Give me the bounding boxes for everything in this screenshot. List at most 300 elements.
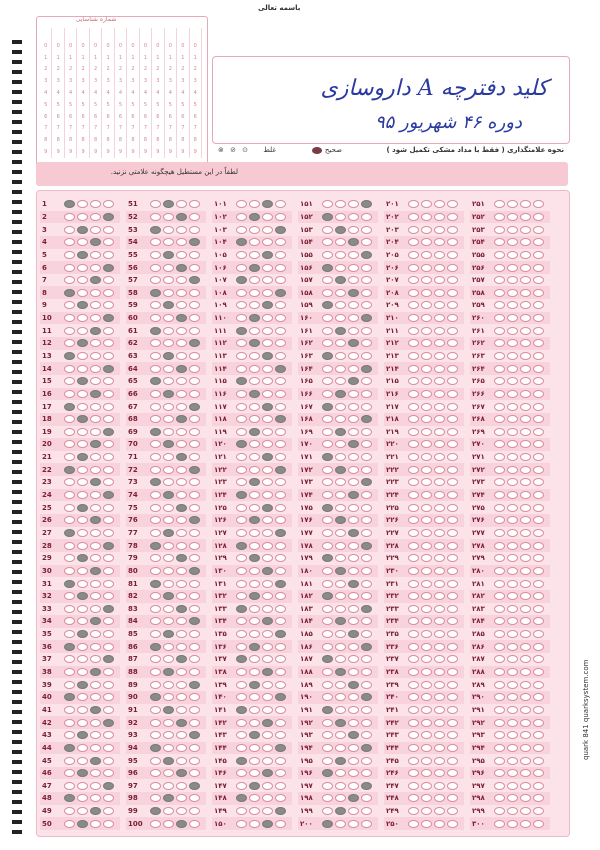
answer-bubble[interactable] [262,617,273,625]
answer-bubble[interactable] [348,820,359,828]
answer-bubble[interactable] [335,403,346,411]
answer-bubble[interactable] [189,491,200,499]
answer-bubble[interactable] [447,617,458,625]
answer-bubble[interactable] [348,415,359,423]
answer-bubble[interactable] [103,693,114,701]
answer-bubble[interactable] [533,453,544,461]
answer-bubble[interactable] [103,314,114,322]
answer-bubble[interactable] [64,592,75,600]
answer-bubble[interactable] [335,542,346,550]
answer-bubble[interactable] [275,377,286,385]
answer-bubble[interactable] [348,403,359,411]
answer-bubble[interactable] [533,529,544,537]
answer-bubble[interactable] [447,491,458,499]
answer-bubble[interactable] [335,289,346,297]
answer-bubble[interactable] [434,466,445,474]
answer-bubble[interactable] [447,529,458,537]
answer-bubble[interactable] [163,251,174,259]
answer-bubble[interactable] [275,567,286,575]
answer-bubble[interactable] [494,264,505,272]
answer-bubble[interactable] [189,757,200,765]
answer-bubble[interactable] [262,807,273,815]
answer-bubble[interactable] [249,554,260,562]
answer-bubble[interactable] [90,504,101,512]
answer-bubble[interactable] [361,251,372,259]
answer-bubble[interactable] [189,693,200,701]
answer-bubble[interactable] [520,251,531,259]
answer-bubble[interactable] [348,339,359,347]
answer-bubble[interactable] [77,668,88,676]
answer-bubble[interactable] [520,542,531,550]
answer-bubble[interactable] [77,744,88,752]
answer-bubble[interactable] [77,289,88,297]
answer-bubble[interactable] [348,617,359,625]
answer-bubble[interactable] [507,757,518,765]
id-digit-cell[interactable]: 9 [52,146,64,158]
answer-bubble[interactable] [520,377,531,385]
answer-bubble[interactable] [64,782,75,790]
answer-bubble[interactable] [408,580,419,588]
answer-bubble[interactable] [176,238,187,246]
answer-bubble[interactable] [421,719,432,727]
answer-bubble[interactable] [533,238,544,246]
answer-bubble[interactable] [90,238,101,246]
answer-bubble[interactable] [434,757,445,765]
answer-bubble[interactable] [150,491,161,499]
answer-bubble[interactable] [322,365,333,373]
answer-bubble[interactable] [77,681,88,689]
answer-bubble[interactable] [275,782,286,790]
answer-bubble[interactable] [249,516,260,524]
answer-bubble[interactable] [322,352,333,360]
answer-bubble[interactable] [176,226,187,234]
answer-bubble[interactable] [77,757,88,765]
answer-bubble[interactable] [103,415,114,423]
answer-bubble[interactable] [520,681,531,689]
id-digit-cell[interactable]: 2 [102,63,114,75]
id-digit-cell[interactable]: 0 [190,40,202,52]
answer-bubble[interactable] [236,466,247,474]
id-digit-cell[interactable] [40,28,52,40]
answer-bubble[interactable] [90,453,101,461]
answer-bubble[interactable] [275,327,286,335]
answer-bubble[interactable] [163,630,174,638]
id-digit-cell[interactable]: 4 [40,87,52,99]
answer-bubble[interactable] [434,339,445,347]
answer-bubble[interactable] [189,605,200,613]
id-digit-cell[interactable]: 0 [152,40,164,52]
answer-bubble[interactable] [262,453,273,461]
answer-bubble[interactable] [64,390,75,398]
id-digit-cell[interactable]: 1 [140,52,152,64]
id-digit-cell[interactable]: 9 [90,146,102,158]
answer-bubble[interactable] [408,466,419,474]
answer-bubble[interactable] [262,301,273,309]
answer-bubble[interactable] [494,377,505,385]
answer-bubble[interactable] [103,289,114,297]
answer-bubble[interactable] [322,453,333,461]
answer-bubble[interactable] [189,731,200,739]
answer-bubble[interactable] [322,706,333,714]
answer-bubble[interactable] [249,213,260,221]
answer-bubble[interactable] [103,757,114,765]
answer-bubble[interactable] [249,719,260,727]
answer-bubble[interactable] [520,668,531,676]
answer-bubble[interactable] [434,314,445,322]
answer-bubble[interactable] [348,744,359,752]
answer-bubble[interactable] [176,453,187,461]
answer-bubble[interactable] [434,580,445,588]
answer-bubble[interactable] [361,719,372,727]
answer-bubble[interactable] [447,807,458,815]
answer-bubble[interactable] [361,820,372,828]
answer-bubble[interactable] [348,693,359,701]
answer-bubble[interactable] [434,478,445,486]
answer-bubble[interactable] [249,352,260,360]
answer-bubble[interactable] [275,504,286,512]
answer-bubble[interactable] [236,592,247,600]
answer-bubble[interactable] [348,264,359,272]
answer-bubble[interactable] [249,453,260,461]
answer-bubble[interactable] [408,314,419,322]
answer-bubble[interactable] [236,428,247,436]
answer-bubble[interactable] [77,327,88,335]
answer-bubble[interactable] [494,390,505,398]
answer-bubble[interactable] [361,605,372,613]
answer-bubble[interactable] [408,807,419,815]
answer-bubble[interactable] [90,403,101,411]
answer-bubble[interactable] [507,289,518,297]
answer-bubble[interactable] [236,352,247,360]
answer-bubble[interactable] [507,365,518,373]
answer-bubble[interactable] [150,403,161,411]
answer-bubble[interactable] [77,314,88,322]
answer-bubble[interactable] [421,390,432,398]
answer-bubble[interactable] [348,428,359,436]
answer-bubble[interactable] [103,529,114,537]
answer-bubble[interactable] [150,365,161,373]
answer-bubble[interactable] [275,289,286,297]
answer-bubble[interactable] [64,264,75,272]
answer-bubble[interactable] [103,706,114,714]
answer-bubble[interactable] [189,782,200,790]
answer-bubble[interactable] [434,403,445,411]
answer-bubble[interactable] [64,504,75,512]
id-digit-cell[interactable]: 5 [40,99,52,111]
answer-bubble[interactable] [421,428,432,436]
answer-bubble[interactable] [533,403,544,411]
answer-bubble[interactable] [249,794,260,802]
answer-bubble[interactable] [236,605,247,613]
id-digit-cell[interactable]: 3 [140,75,152,87]
answer-bubble[interactable] [421,504,432,512]
id-digit-cell[interactable]: 3 [152,75,164,87]
answer-bubble[interactable] [335,719,346,727]
answer-bubble[interactable] [421,238,432,246]
answer-bubble[interactable] [64,213,75,221]
answer-bubble[interactable] [533,592,544,600]
answer-bubble[interactable] [421,731,432,739]
answer-bubble[interactable] [434,807,445,815]
answer-bubble[interactable] [103,440,114,448]
id-digit-cell[interactable]: 8 [165,134,177,146]
answer-bubble[interactable] [236,339,247,347]
answer-bubble[interactable] [236,719,247,727]
answer-bubble[interactable] [249,428,260,436]
answer-bubble[interactable] [447,301,458,309]
answer-bubble[interactable] [236,478,247,486]
answer-bubble[interactable] [249,365,260,373]
answer-bubble[interactable] [262,542,273,550]
answer-bubble[interactable] [447,453,458,461]
answer-bubble[interactable] [348,453,359,461]
answer-bubble[interactable] [103,668,114,676]
answer-bubble[interactable] [189,567,200,575]
answer-bubble[interactable] [275,466,286,474]
answer-bubble[interactable] [434,213,445,221]
id-digit-cell[interactable]: 5 [190,99,202,111]
answer-bubble[interactable] [90,415,101,423]
id-digit-cell[interactable]: 6 [140,111,152,123]
answer-bubble[interactable] [361,428,372,436]
answer-bubble[interactable] [322,428,333,436]
id-digit-cell[interactable]: 2 [65,63,77,75]
answer-bubble[interactable] [150,415,161,423]
answer-bubble[interactable] [275,643,286,651]
answer-bubble[interactable] [236,529,247,537]
answer-bubble[interactable] [90,719,101,727]
answer-bubble[interactable] [533,327,544,335]
answer-bubble[interactable] [408,440,419,448]
answer-bubble[interactable] [262,757,273,765]
answer-bubble[interactable] [77,731,88,739]
answer-bubble[interactable] [434,377,445,385]
answer-bubble[interactable] [77,807,88,815]
answer-bubble[interactable] [348,504,359,512]
answer-bubble[interactable] [103,567,114,575]
answer-bubble[interactable] [348,466,359,474]
answer-bubble[interactable] [507,491,518,499]
answer-bubble[interactable] [150,251,161,259]
answer-bubble[interactable] [150,390,161,398]
answer-bubble[interactable] [64,314,75,322]
answer-bubble[interactable] [507,820,518,828]
answer-bubble[interactable] [150,301,161,309]
answer-bubble[interactable] [361,314,372,322]
answer-bubble[interactable] [262,238,273,246]
answer-bubble[interactable] [335,567,346,575]
id-digit-cell[interactable]: 0 [165,40,177,52]
answer-bubble[interactable] [249,542,260,550]
answer-bubble[interactable] [90,681,101,689]
answer-bubble[interactable] [77,617,88,625]
answer-bubble[interactable] [434,554,445,562]
answer-bubble[interactable] [236,807,247,815]
answer-bubble[interactable] [494,276,505,284]
answer-bubble[interactable] [322,580,333,588]
answer-bubble[interactable] [520,390,531,398]
answer-bubble[interactable] [533,415,544,423]
answer-bubble[interactable] [163,731,174,739]
answer-bubble[interactable] [103,769,114,777]
id-digit-cell[interactable]: 9 [177,146,189,158]
answer-bubble[interactable] [236,794,247,802]
answer-bubble[interactable] [507,617,518,625]
answer-bubble[interactable] [236,491,247,499]
answer-bubble[interactable] [408,403,419,411]
answer-bubble[interactable] [408,643,419,651]
answer-bubble[interactable] [262,403,273,411]
answer-bubble[interactable] [236,504,247,512]
answer-bubble[interactable] [150,327,161,335]
answer-bubble[interactable] [494,655,505,663]
answer-bubble[interactable] [163,529,174,537]
id-digit-cell[interactable]: 1 [90,52,102,64]
answer-bubble[interactable] [361,339,372,347]
answer-bubble[interactable] [150,339,161,347]
answer-bubble[interactable] [189,301,200,309]
answer-bubble[interactable] [176,630,187,638]
id-digit-cell[interactable]: 8 [90,134,102,146]
answer-bubble[interactable] [421,757,432,765]
id-digit-cell[interactable]: 1 [40,52,52,64]
answer-bubble[interactable] [494,580,505,588]
id-digit-cell[interactable]: 3 [165,75,177,87]
answer-bubble[interactable] [275,769,286,777]
answer-bubble[interactable] [361,757,372,765]
answer-bubble[interactable] [494,516,505,524]
answer-bubble[interactable] [335,200,346,208]
answer-bubble[interactable] [275,453,286,461]
answer-bubble[interactable] [322,681,333,689]
answer-bubble[interactable] [421,264,432,272]
answer-bubble[interactable] [348,630,359,638]
answer-bubble[interactable] [408,478,419,486]
answer-bubble[interactable] [494,504,505,512]
answer-bubble[interactable] [150,478,161,486]
answer-bubble[interactable] [520,491,531,499]
answer-bubble[interactable] [90,769,101,777]
answer-bubble[interactable] [236,226,247,234]
answer-bubble[interactable] [494,820,505,828]
answer-bubble[interactable] [494,200,505,208]
answer-bubble[interactable] [434,327,445,335]
answer-bubble[interactable] [163,655,174,663]
answer-bubble[interactable] [77,226,88,234]
answer-bubble[interactable] [176,681,187,689]
answer-bubble[interactable] [189,807,200,815]
answer-bubble[interactable] [150,782,161,790]
answer-bubble[interactable] [77,390,88,398]
answer-bubble[interactable] [189,681,200,689]
answer-bubble[interactable] [275,529,286,537]
answer-bubble[interactable] [520,415,531,423]
answer-bubble[interactable] [494,251,505,259]
answer-bubble[interactable] [434,681,445,689]
answer-bubble[interactable] [447,592,458,600]
answer-bubble[interactable] [434,643,445,651]
answer-bubble[interactable] [322,807,333,815]
answer-bubble[interactable] [434,731,445,739]
answer-bubble[interactable] [335,655,346,663]
answer-bubble[interactable] [150,440,161,448]
answer-bubble[interactable] [533,491,544,499]
answer-bubble[interactable] [408,757,419,765]
answer-bubble[interactable] [176,706,187,714]
answer-bubble[interactable] [520,554,531,562]
answer-bubble[interactable] [236,693,247,701]
answer-bubble[interactable] [64,617,75,625]
answer-bubble[interactable] [421,693,432,701]
answer-bubble[interactable] [64,276,75,284]
answer-bubble[interactable] [533,289,544,297]
answer-bubble[interactable] [64,200,75,208]
answer-bubble[interactable] [361,782,372,790]
answer-bubble[interactable] [64,744,75,752]
answer-bubble[interactable] [520,630,531,638]
answer-bubble[interactable] [64,251,75,259]
answer-bubble[interactable] [163,440,174,448]
answer-bubble[interactable] [90,314,101,322]
answer-bubble[interactable] [520,440,531,448]
id-digit-cell[interactable]: 0 [52,40,64,52]
answer-bubble[interactable] [361,440,372,448]
answer-bubble[interactable] [150,504,161,512]
answer-bubble[interactable] [163,542,174,550]
answer-bubble[interactable] [64,542,75,550]
answer-bubble[interactable] [494,440,505,448]
answer-bubble[interactable] [236,453,247,461]
answer-bubble[interactable] [447,314,458,322]
answer-bubble[interactable] [189,415,200,423]
answer-bubble[interactable] [361,264,372,272]
answer-bubble[interactable] [262,731,273,739]
answer-bubble[interactable] [421,251,432,259]
answer-bubble[interactable] [249,731,260,739]
answer-bubble[interactable] [275,314,286,322]
answer-bubble[interactable] [64,428,75,436]
answer-bubble[interactable] [361,668,372,676]
answer-bubble[interactable] [408,251,419,259]
answer-bubble[interactable] [361,516,372,524]
answer-bubble[interactable] [520,719,531,727]
answer-bubble[interactable] [322,516,333,524]
answer-bubble[interactable] [150,580,161,588]
answer-bubble[interactable] [533,617,544,625]
answer-bubble[interactable] [447,276,458,284]
answer-bubble[interactable] [533,542,544,550]
answer-bubble[interactable] [189,630,200,638]
answer-bubble[interactable] [335,731,346,739]
answer-bubble[interactable] [163,744,174,752]
answer-bubble[interactable] [90,617,101,625]
answer-bubble[interactable] [90,264,101,272]
answer-bubble[interactable] [103,491,114,499]
answer-bubble[interactable] [507,390,518,398]
answer-bubble[interactable] [262,580,273,588]
answer-bubble[interactable] [361,301,372,309]
answer-bubble[interactable] [64,719,75,727]
answer-bubble[interactable] [520,226,531,234]
answer-bubble[interactable] [262,428,273,436]
answer-bubble[interactable] [249,668,260,676]
answer-bubble[interactable] [434,542,445,550]
answer-bubble[interactable] [163,782,174,790]
answer-bubble[interactable] [447,365,458,373]
answer-bubble[interactable] [262,251,273,259]
answer-bubble[interactable] [408,794,419,802]
answer-bubble[interactable] [64,415,75,423]
